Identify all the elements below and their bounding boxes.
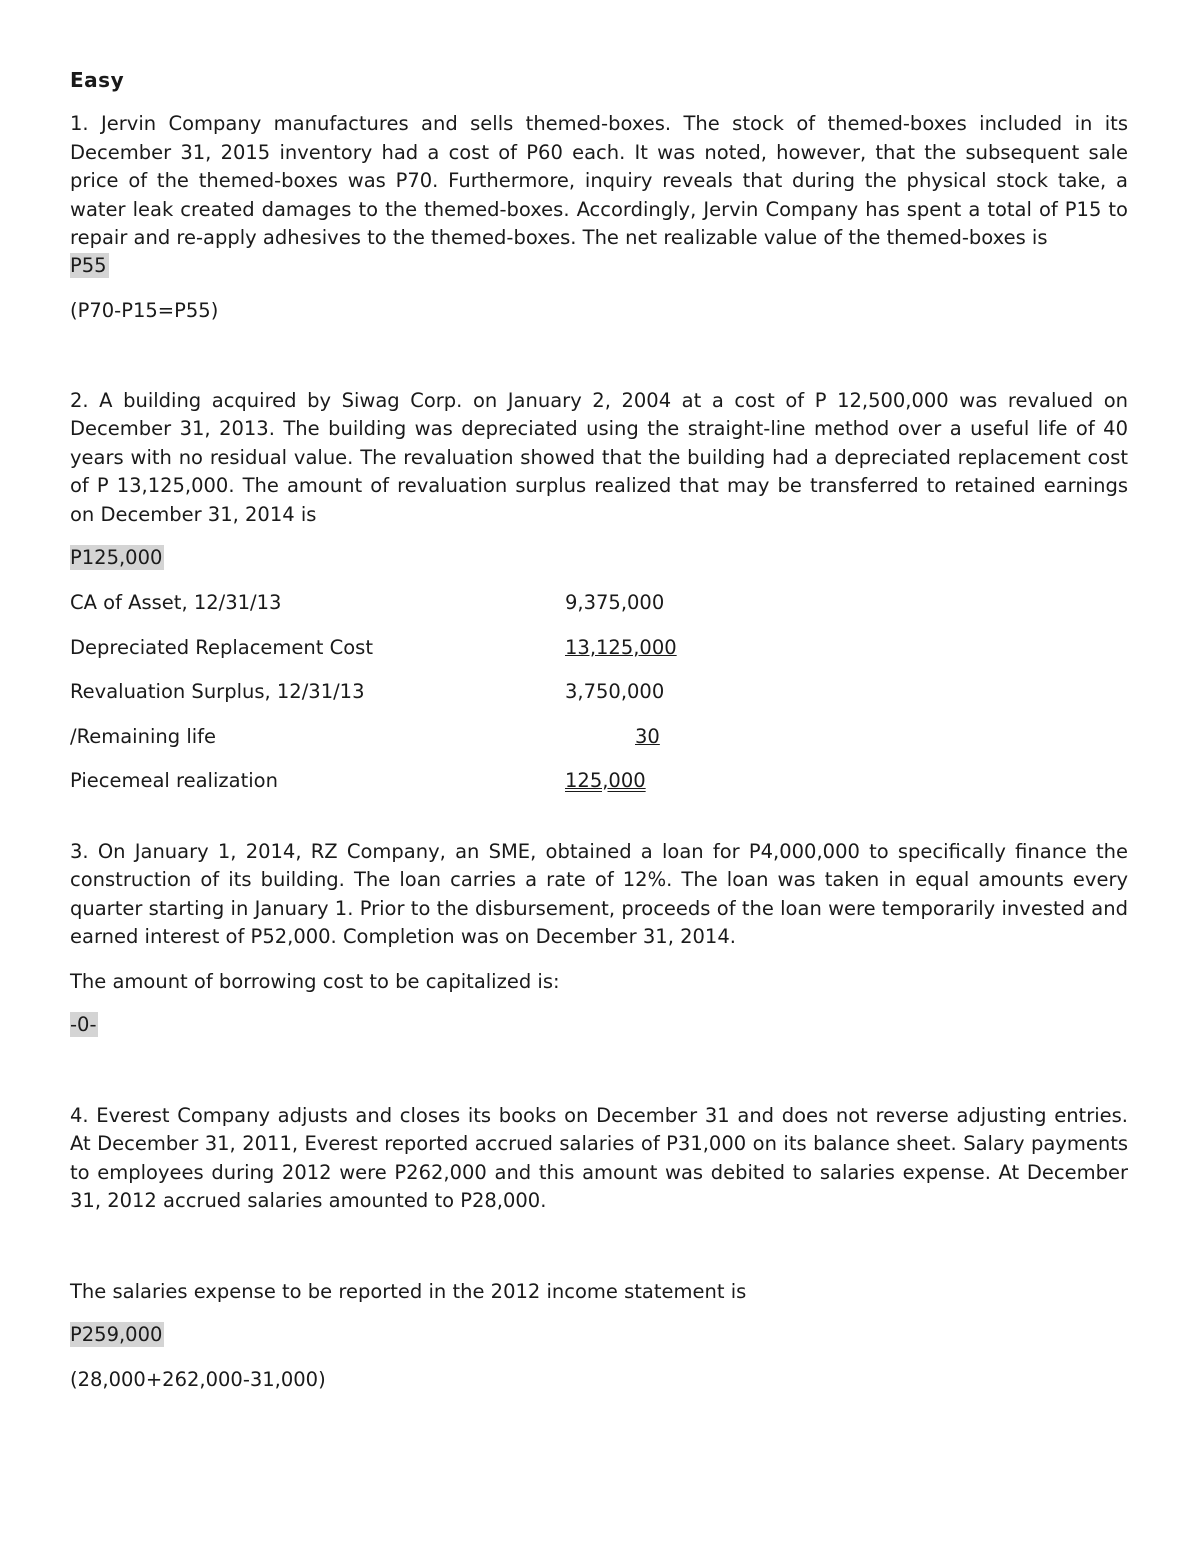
table-row	[70, 589, 1128, 634]
document-page	[70, 68, 1128, 1394]
row-label: /Remaining life	[70, 724, 217, 748]
table-row	[70, 634, 1128, 679]
question-3-answer: -0-	[70, 1012, 97, 1036]
question-3-text: 3. On January 1, 2014, RZ Company, an SME, obtained a loan for P4,000,000 to specifically finance the construction of its building. The loan carries a rate of 12%. The loan was taken in equal amounts every quarter starting in January 1. Prior to the disbursement, proceeds of the loan were temporarily invested and earned interest of P52,000. Completion was on December 31, 2014.	[70, 839, 1128, 948]
row-value: 30	[635, 724, 660, 748]
question-3-prompt: The amount of borrowing cost to be capitalized is:	[70, 969, 560, 993]
row-value: 3,750,000	[565, 680, 665, 703]
question-1-answer: P55	[70, 253, 107, 277]
question-1-computation: (P70-P15=P55)	[70, 298, 219, 322]
row-value: 125,000	[565, 769, 646, 792]
question-1-text: 1. Jervin Company manufactures and sells themed-boxes. The stock of themed-boxes included in its December 31, 2015 inventory had a cost of P60 each. It was noted, however, that the subsequent sale price of the themed-boxes was P70. Furthermore, inquiry reveals that during the physical stock take, a water leak created damages to the themed-boxes. Accordingly, Jervin Company has spent a total of P15 to repair and re-apply adhesives to the themed-boxes. The net realizable value of the themed-boxes is	[70, 112, 1128, 249]
row-label: Depreciated Replacement Cost	[70, 635, 373, 659]
question-4-text: 4. Everest Company adjusts and closes its books on December 31 and does not reverse adjusting entries. At December 31, 2011, Everest reported accrued salaries of P31,000 on its balance sheet. Salary payments to employees during 2012 were P262,000 and this amount was debited to salaries expense. At December 31, 2012 accrued salaries amounted to P28,000.	[70, 1103, 1128, 1212]
table-row	[70, 678, 1128, 723]
row-value: 9,375,000	[565, 591, 665, 614]
question-2-answer: P125,000	[70, 546, 163, 569]
question-4-prompt: The salaries expense to be reported in the 2012 income statement is	[70, 1279, 747, 1303]
row-label: CA of Asset, 12/31/13	[70, 591, 282, 614]
question-4-answer: P259,000	[70, 1322, 163, 1346]
row-label: Piecemeal realization	[70, 769, 278, 792]
row-label: Revaluation Surplus, 12/31/13	[70, 680, 365, 703]
row-value: 13,125,000	[565, 635, 677, 659]
section-heading: Easy	[70, 68, 125, 92]
question-2-text: 2. A building acquired by Siwag Corp. on January 2, 2004 at a cost of P 12,500,000 was revalued on December 31, 2013. The building was depreciated using the straight-line method over a useful life of 40 years with no residual value. The revaluation showed that the building had a depreciated replacement cost of P 13,125,000. The amount of revaluation surplus realized that may be transferred to retained earnings on December 31, 2014 is	[70, 388, 1128, 526]
question-2-table	[70, 589, 1128, 812]
table-row	[70, 723, 1128, 768]
table-row	[70, 767, 1128, 812]
question-4-computation: (28,000+262,000-31,000)	[70, 1367, 326, 1391]
